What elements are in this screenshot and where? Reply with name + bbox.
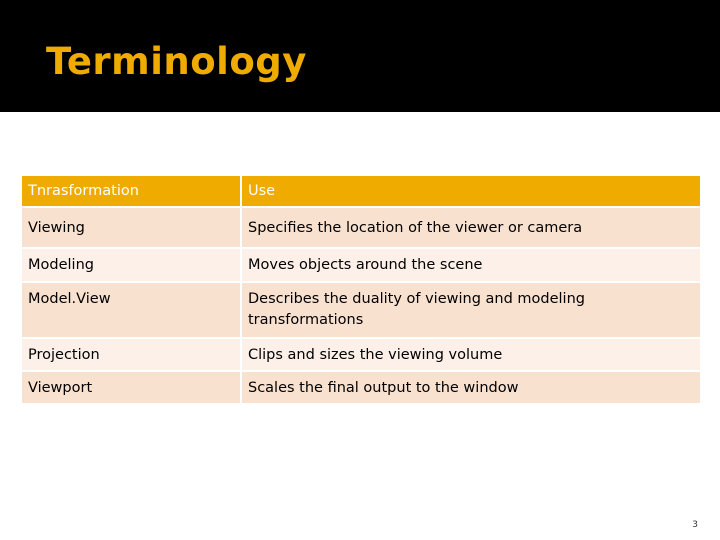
table-row [21,248,701,282]
use-cell: Specifies the location of the viewer or camera [241,207,701,248]
use-cell: Scales the final output to the window [241,371,701,404]
term-cell: Modeling [21,248,241,282]
table-row [21,338,701,371]
terminology-table [20,174,702,405]
table-header-row [21,175,701,207]
table-row [21,371,701,404]
table-row [21,207,701,248]
term-cell: Model.View [21,282,241,338]
slide-title: Terminology [46,40,307,83]
use-cell: Moves objects around the scene [241,248,701,282]
use-cell: Describes the duality of viewing and modeling transformations [241,282,701,338]
page-number: 3 [692,520,698,530]
term-cell: Projection [21,338,241,371]
table-row [21,282,701,338]
term-cell: Viewport [21,371,241,404]
term-cell: Viewing [21,207,241,248]
header-use: Use [241,175,701,207]
use-cell: Clips and sizes the viewing volume [241,338,701,371]
header-transformation: Tnrasformation [21,175,241,207]
